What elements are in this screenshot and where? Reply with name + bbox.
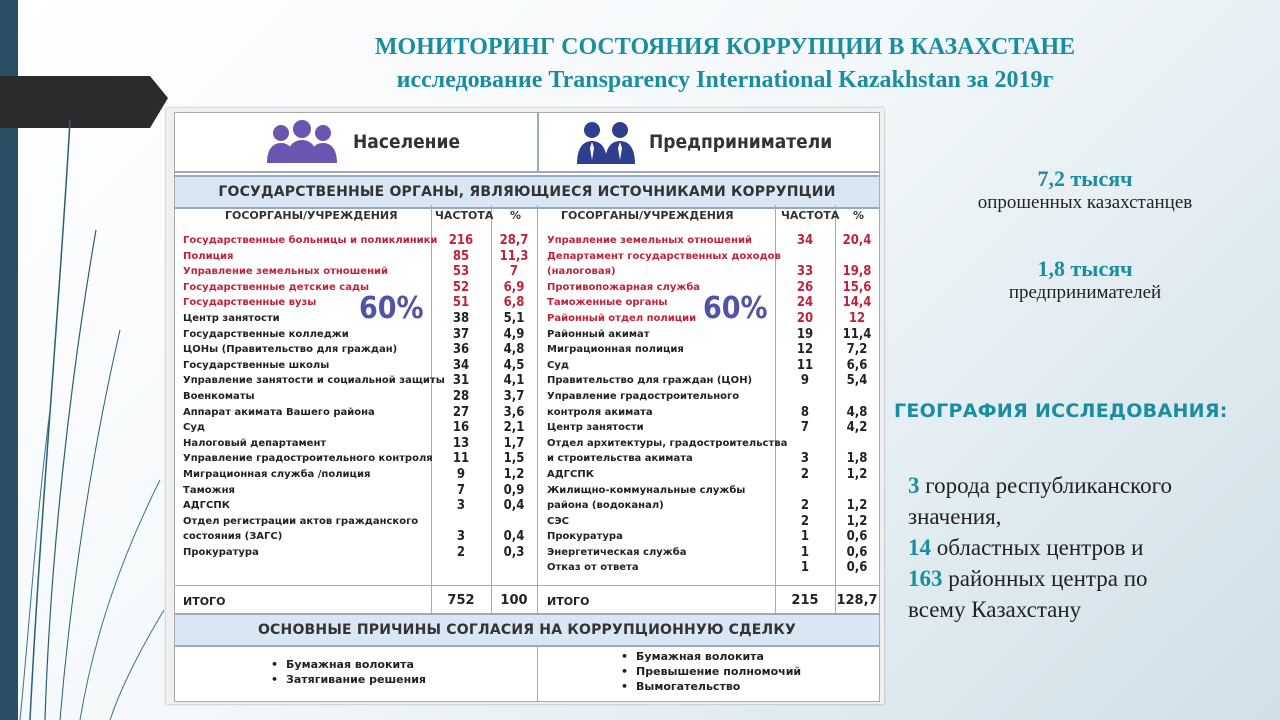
table-cell-org: состояния (ЗАГС)	[183, 531, 283, 543]
table-cell-pct	[491, 514, 537, 530]
table-cell-pct: 14,4	[842, 295, 872, 311]
table-cell-freq: 1	[800, 544, 810, 560]
stat-respondents-value: 7,2 тысяч	[1037, 166, 1133, 191]
table-cell-org: Районный отдел полиции	[547, 312, 697, 324]
table-cell-pct: 7,2	[846, 342, 868, 358]
corruption-table-panel	[166, 108, 884, 704]
table-cell-pct: 0,6	[846, 560, 868, 576]
slide-title	[170, 30, 1280, 96]
table-cell-org: Аппарат акимата Вашего района	[183, 406, 375, 418]
table-cell-org: контроля акимата	[547, 406, 653, 418]
table-cell-freq	[775, 389, 835, 405]
table-cell-org: Энергетическая служба	[547, 546, 687, 558]
population-reasons	[271, 657, 426, 687]
people-group-icon	[265, 119, 339, 165]
table-cell-freq: 53	[452, 264, 470, 280]
geo-regional-text: областных центров и	[931, 535, 1144, 560]
table-cell-org: Отказ от ответа	[547, 562, 639, 574]
ent-col-org: ГОСОРГАНЫ/УЧРЕЖДЕНИЯ	[561, 209, 734, 222]
entrepreneur-freq-list	[775, 233, 835, 576]
table-cell-org: Налоговый департамент	[183, 437, 327, 449]
table-cell-org: ЦОНы (Правительство для граждан)	[183, 344, 398, 356]
table-cell-pct: 12	[848, 310, 866, 326]
table-cell-pct: 3,6	[503, 404, 525, 420]
table-cell-freq: 2	[456, 544, 466, 560]
table-cell-pct: 0,4	[503, 529, 525, 545]
population-pct-list	[491, 233, 537, 560]
entrepreneurs-header	[539, 113, 879, 171]
table-cell-pct: 1,2	[846, 513, 868, 529]
table-cell-org: Жилищно-коммунальные службы	[547, 484, 746, 496]
table-cell-pct: 11,3	[499, 248, 529, 264]
table-cell-pct: 5,1	[503, 310, 525, 326]
reason-item: • Превышение полномочий	[621, 664, 801, 679]
table-cell-org: Прокуратура	[547, 531, 623, 543]
table-cell-org: Отдел регистрации актов гражданского	[183, 515, 419, 527]
title-line-2: исследование Transparency International Kazakhstan за 2019г	[396, 67, 1054, 93]
table-cell-freq: 11	[796, 357, 814, 373]
reason-item: • Бумажная волокита	[271, 657, 426, 672]
table-cell-pct: 2,1	[503, 420, 525, 436]
table-cell-pct: 6,9	[503, 279, 525, 295]
stat-entrepreneurs	[920, 256, 1250, 304]
table-cell-pct: 0,3	[503, 544, 525, 560]
table-cell-freq: 34	[796, 233, 814, 248]
table-cell-freq: 7	[800, 420, 810, 436]
geo-regional-count: 14	[908, 535, 931, 560]
table-cell-pct: 4,9	[503, 326, 525, 342]
table-cell-freq: 3	[800, 451, 810, 467]
stat-entrepreneurs-value: 1,8 тысяч	[1037, 256, 1133, 281]
table-cell-freq: 1	[800, 560, 810, 576]
table-cell-org: Государственные школы	[183, 359, 330, 371]
table-cell-org: Суд	[547, 359, 569, 371]
entrepreneur-highlight: 60%	[703, 291, 768, 326]
table-cell-freq: 9	[456, 466, 466, 482]
table-cell-pct: 0,9	[503, 482, 525, 498]
table-cell-org: Управление градостроительного контроля	[183, 453, 433, 465]
table-cell-pct	[835, 483, 879, 499]
population-label: Население	[353, 131, 461, 153]
table-cell-pct: 1,8	[846, 451, 868, 467]
pop-col-pct: %	[510, 209, 522, 222]
table-cell-pct: 0,6	[846, 544, 868, 560]
table-cell-freq: 26	[796, 279, 814, 295]
table-cell-org: Отдел архитектуры, градостроительства	[547, 437, 788, 449]
geo-cities-count: 3	[908, 473, 920, 498]
entrepreneur-org-list	[547, 233, 787, 576]
table-cell-pct: 6,8	[503, 295, 525, 311]
geo-cities-text: города республиканского	[919, 473, 1172, 498]
table-cell-freq	[431, 514, 491, 530]
table-cell-freq: 27	[452, 404, 470, 420]
table-cell-org: Правительство для граждан (ЦОН)	[547, 375, 753, 387]
reason-item: • Вымогательство	[621, 679, 801, 694]
table-cell-pct	[835, 389, 879, 405]
table-cell-org: Полиция	[183, 250, 234, 262]
table-cell-org: (налоговая)	[547, 266, 616, 278]
table-cell-freq: 3	[456, 529, 466, 545]
entrepreneur-pct-list	[835, 233, 879, 576]
table-cell-pct: 28,7	[499, 233, 529, 248]
table-cell-org: Таможня	[183, 484, 235, 496]
table-cell-org: Управление земельных отношений	[547, 235, 752, 246]
table-cell-freq: 2	[800, 513, 810, 529]
geo-district-text-2: всему Казахстану	[908, 597, 1082, 622]
population-freq-list	[431, 233, 491, 560]
table-cell-freq: 52	[452, 279, 470, 295]
ent-total-freq: 215	[791, 593, 819, 608]
table-cell-freq: 19	[796, 326, 814, 342]
pop-total-pct: 100	[500, 593, 528, 608]
table-cell-org: и строительства акимата	[547, 453, 693, 465]
table-cell-pct: 5,4	[846, 373, 868, 389]
table-cell-org: Военкоматы	[183, 390, 255, 402]
table-cell-freq: 216	[448, 233, 474, 248]
table-cell-pct: 0,4	[503, 498, 525, 514]
table-cell-pct: 1,2	[846, 466, 868, 482]
population-org-list	[183, 233, 445, 560]
table-cell-pct: 15,6	[842, 279, 872, 295]
table-cell-org: СЭС	[547, 515, 570, 527]
table-cell-pct: 6,6	[846, 357, 868, 373]
table-cell-freq: 36	[452, 342, 470, 358]
reason-item: • Бумажная волокита	[621, 649, 801, 664]
table-cell-freq	[775, 436, 835, 452]
table-cell-freq: 2	[800, 466, 810, 482]
table-cell-freq: 9	[800, 373, 810, 389]
geo-district-text: районных центра по	[942, 566, 1148, 591]
stat-respondents-text: опрошенных казахстанцев	[977, 192, 1193, 213]
entrepreneur-reasons	[621, 649, 801, 694]
table-cell-pct: 3,7	[503, 388, 525, 404]
population-highlight: 60%	[359, 291, 424, 326]
table-cell-pct: 1,2	[503, 466, 525, 482]
table-cell-freq: 33	[796, 264, 814, 280]
table-cell-freq: 11	[452, 451, 470, 467]
table-cell-freq: 20	[796, 310, 814, 326]
table-cell-freq: 31	[452, 373, 470, 389]
table-cell-freq: 24	[796, 295, 814, 311]
table-cell-freq: 28	[452, 388, 470, 404]
reason-item: • Затягивание решения	[271, 672, 426, 687]
table-cell-org: Таможенные органы	[547, 297, 668, 309]
table-cell-org: Центр занятости	[183, 312, 280, 324]
table-cell-org: Департамент государственных доходов	[547, 250, 781, 262]
table-cell-org: района (водоканал)	[547, 500, 664, 512]
table-cell-freq: 37	[452, 326, 470, 342]
title-line-1: МОНИТОРИНГ СОСТОЯНИЯ КОРРУПЦИИ В КАЗАХСТАНЕ	[374, 34, 1076, 60]
ent-col-freq: ЧАСТОТА	[781, 209, 840, 222]
table-cell-org: Районный акимат	[547, 328, 650, 340]
table-cell-pct: 4,5	[503, 357, 525, 373]
table-cell-org: Управление земельных отношений	[183, 266, 388, 278]
table-cell-org: АДГСПК	[547, 468, 594, 480]
pop-total-freq: 752	[447, 593, 475, 608]
table-cell-freq: 3	[456, 498, 466, 514]
geo-cities-text-2: значения,	[908, 504, 1002, 529]
table-cell-org: Управление градостроительного	[547, 390, 740, 402]
ent-total-label: ИТОГО	[547, 595, 590, 608]
table-cell-pct: 4,8	[846, 404, 868, 420]
table-cell-pct: 11,4	[842, 326, 872, 342]
pop-col-freq: ЧАСТОТА	[435, 209, 494, 222]
table-cell-pct	[835, 249, 879, 265]
table-cell-pct: 1,2	[846, 498, 868, 514]
table-cell-org: Государственные вузы	[183, 297, 317, 309]
geography-title: ГЕОГРАФИЯ ИССЛЕДОВАНИЯ:	[894, 400, 1228, 422]
table-cell-org: Государственные детские сады	[183, 281, 370, 293]
table-cell-freq: 2	[800, 498, 810, 514]
business-people-icon	[575, 118, 637, 166]
table-cell-pct: 0,6	[846, 529, 868, 545]
geography-text	[908, 470, 1248, 625]
stat-entrepreneurs-text: предпринимателей	[1008, 282, 1162, 303]
sources-band: ГОСУДАРСТВЕННЫЕ ОРГАНЫ, ЯВЛЯЮЩИЕСЯ ИСТОЧНИКАМИ КОРРУПЦИИ	[175, 175, 879, 209]
stat-respondents	[920, 166, 1250, 214]
table-cell-org: Миграционная служба /полиция	[183, 468, 371, 480]
ent-col-pct: %	[853, 209, 865, 222]
table-cell-org: Управление занятости и социальной защиты	[183, 375, 445, 387]
table-cell-pct: 20,4	[842, 233, 872, 248]
pop-total-label: ИТОГО	[183, 595, 226, 608]
table-cell-pct	[835, 436, 879, 452]
table-cell-pct: 19,8	[842, 264, 872, 280]
table-cell-org: АДГСПК	[183, 500, 230, 512]
table-cell-org: Противопожарная служба	[547, 281, 701, 293]
table-cell-freq: 8	[800, 404, 810, 420]
table-cell-pct: 1,5	[503, 451, 525, 467]
table-cell-freq: 51	[452, 295, 470, 311]
table-cell-freq	[775, 483, 835, 499]
table-cell-freq: 85	[452, 248, 470, 264]
table-cell-org: Государственные больницы и поликлиники	[183, 235, 438, 246]
table-cell-freq: 1	[800, 529, 810, 545]
table-cell-freq	[775, 249, 835, 265]
entrepreneurs-label: Предприниматели	[649, 131, 833, 153]
table-cell-freq: 16	[452, 420, 470, 436]
table-header	[175, 113, 879, 173]
table-cell-pct: 7	[509, 264, 519, 280]
population-header	[175, 113, 539, 171]
table-cell-org: Центр занятости	[547, 422, 644, 434]
geo-district-count: 163	[908, 566, 943, 591]
ent-total-pct: 128,7	[836, 593, 878, 608]
table-cell-freq: 7	[456, 482, 466, 498]
table-cell-freq: 38	[452, 310, 470, 326]
table-cell-freq: 34	[452, 357, 470, 373]
pop-col-org: ГОСОРГАНЫ/УЧРЕЖДЕНИЯ	[225, 209, 398, 222]
table-cell-freq: 13	[452, 435, 470, 451]
corruption-table	[174, 112, 880, 702]
table-cell-pct: 4,2	[846, 420, 868, 436]
reasons-band: ОСНОВНЫЕ ПРИЧИНЫ СОГЛАСИЯ НА КОРРУПЦИОННУЮ СДЕЛКУ	[175, 613, 879, 647]
table-cell-org: Миграционная полиция	[547, 344, 684, 356]
table-cell-freq: 12	[796, 342, 814, 358]
table-cell-pct: 1,7	[503, 435, 525, 451]
table-cell-org: Государственные колледжи	[183, 328, 349, 340]
table-cell-pct: 4,1	[503, 373, 525, 389]
table-cell-org: Суд	[183, 422, 205, 434]
table-cell-pct: 4,8	[503, 342, 525, 358]
table-cell-org: Прокуратура	[183, 546, 259, 558]
